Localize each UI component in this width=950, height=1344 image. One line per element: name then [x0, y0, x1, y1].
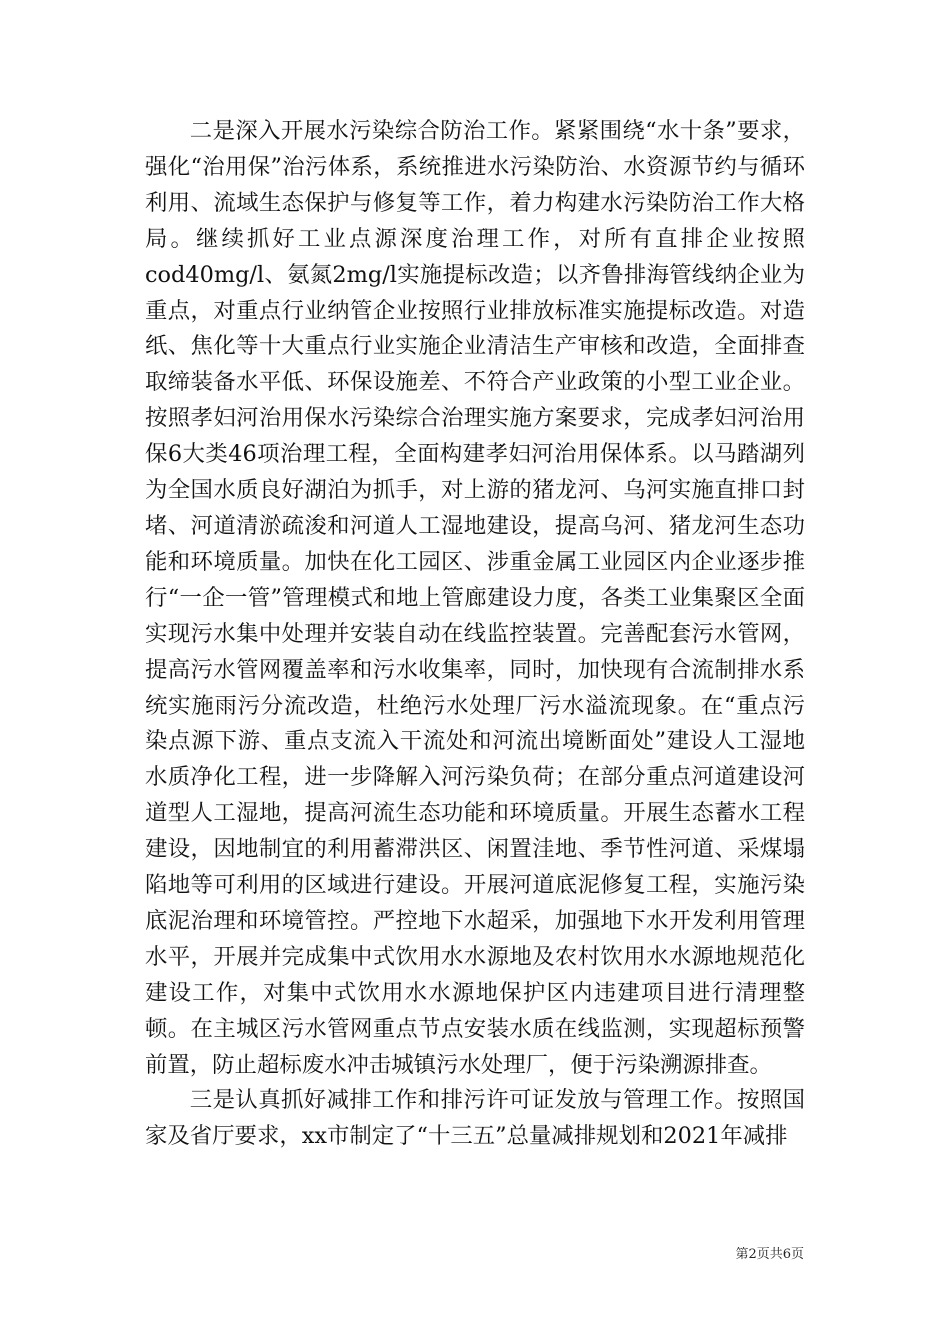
paragraph-emission-reduction: 三是认真抓好减排工作和排污许可证发放与管理工作。按照国家及省厅要求，xx市制定了“十三五”总量减排规划和2021年减排: [145, 1087, 805, 1150]
page-number: 第2页共6页: [735, 1247, 804, 1262]
document-body: [145, 114, 805, 1155]
paragraph-water-pollution: 二是深入开展水污染综合防治工作。紧紧围绕“水十条”要求，强化“治用保”治污体系，系统推进水污染防治、水资源节约与循环利用、流域生态保护与修复等工作，着力构建水污染防治工作大格局。继续抓好工业点源深度治理工作，对所有直排企业按照cod40mg/l、氨氮2mg/l实施提标改造；以齐鲁排海管线纳企业为重点，对重点行业纳管企业按照行业排放标准实施提标改造。对造纸、焦化等十大重点行业实施企业清洁生产审核和改造，全面排查取缔装备水平低、环保设施差、不符合产业政策的小型工业企业。按照孝妇河治用保水污染综合治理实施方案要求，完成孝妇河治用保6大类46项治理工程，全面构建孝妇河治用保体系。以马踏湖列为全国水质良好湖泊为抓手，对上游的猪龙河、乌河实施直排口封堵、河道清淤疏浚和河道人工湿地建设，提高乌河、猪龙河生态功能和环境质量。加快在化工园区、涉重金属工业园区内企业逐步推行“一企一管”管理模式和地上管廊建设力度，各类工业集聚区全面实现污水集中处理并安装自动在线监控装置。完善配套污水管网，提高污水管网覆盖率和污水收集率，同时，加快现有合流制排水系统实施雨污分流改造，杜绝污水处理厂污水溢流现象。在“重点污染点源下游、重点支流入干流处和河流出境断面处”建设人工湿地水质净化工程，进一步降解入河污染负荷；在部分重点河道建设河道型人工湿地，提高河流生态功能和环境质量。开展生态蓄水工程建设，因地制宜的利用蓄滞洪区、闲置洼地、季节性河道、采煤塌陷地等可利用的区域进行建设。开展河道底泥修复工程，实施污染底泥治理和环境管控。严控地下水超采，加强地下水开发利用管理水平，开展并完成集中式饮用水水源地及农村饮用水水源地规范化建设工作，对集中式饮用水水源地保护区内违建项目进行清理整顿。在主城区污水管网重点节点安装水质在线监测，实现超标预警前置，防止超标废水冲击城镇污水处理厂，便于污染溯源排查。: [145, 118, 805, 1078]
